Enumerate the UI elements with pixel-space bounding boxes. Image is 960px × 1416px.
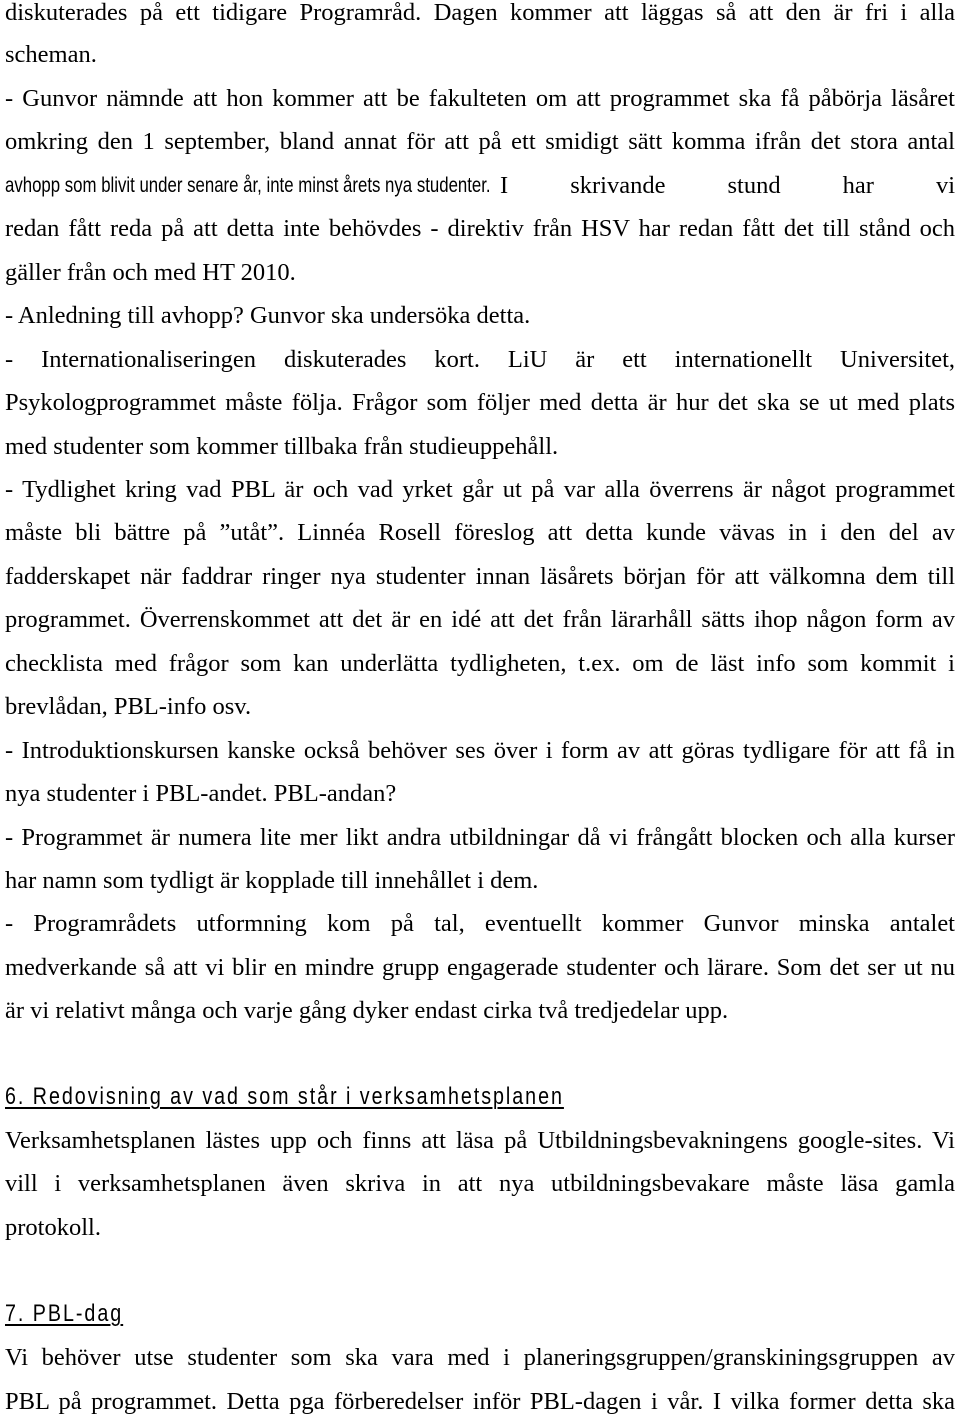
text-line: Psykologprogrammet måste följa. Frågor som följer med detta är hur det ska se ut med plats [5,389,955,416]
text-line-serif-segment: I skrivande stund har vi [500,172,955,199]
text-line: måste bli bättre på ”utåt”. Linnéa Rosell föreslog att detta kunde vävas in i den del av [5,519,955,546]
text-line: - Tydlighet kring vad PBL är och vad yrket går ut på var alla överrens är något programmet [5,476,955,503]
text-line: har namn som tydligt är kopplade till innehållet i dem. [5,867,539,894]
section-heading: 6. Redovisning av vad som står i verksamhetsplanen [5,1083,564,1110]
text-line: - Anledning till avhopp? Gunvor ska undersöka detta. [5,302,531,329]
text-line: omkring den 1 september, bland annat för att på ett smidigt sätt komma ifrån det stora antal [5,128,955,155]
text-line: vill i verksamhetsplanen även skriva in att nya utbildningsbevakare måste läsa gamla [5,1170,955,1197]
text-line: checklista med frågor som kan underlätta tydligheten, t.ex. om de läst info som kommit i [5,650,955,677]
text-line: redan fått reda på att detta inte behövdes - direktiv från HSV har redan fått det till stånd och [5,215,955,242]
text-line: Vi behöver utse studenter som ska vara med i planeringsgruppen/granskiningsgruppen av [5,1344,955,1371]
text-line: Verksamhetsplanen lästes upp och finns att läsa på Utbildningsbevakningens google-sites. Vi [5,1127,955,1154]
text-line-sans-segment: avhopp som blivit under senare år, inte minst årets nya studenter. [5,174,491,197]
text-line: protokoll. [5,1214,101,1241]
text-line: brevlådan, PBL-info osv. [5,693,252,720]
text-line: med studenter som kommer tillbaka från studieuppehåll. [5,433,559,460]
text-line: scheman. [5,41,97,68]
text-line: diskuterades på ett tidigare Programråd. Dagen kommer att läggas så att den är fri i alla [5,0,955,26]
text-line: programmet. Överrenskommet att det är en idé att det från lärarhåll sätts ihop någon form av [5,606,955,633]
text-line: fadderskapet när faddrar ringer nya studenter innan läsårets början för att välkomna dem till [5,563,955,590]
text-line: - Gunvor nämnde att hon kommer att be fakulteten om att programmet ska få påbörja läsåret [5,85,955,112]
text-line: är vi relativt många och varje gång dyker endast cirka två tredjedelar upp. [5,997,729,1024]
text-line: - Internationaliseringen diskuterades kort. LiU är ett internationellt Universitet, [5,346,955,373]
text-line: nya studenter i PBL-andet. PBL-andan? [5,780,397,807]
text-line: - Programmet är numera lite mer likt andra utbildningar då vi frångått blocken och alla kurser [5,824,955,851]
text-line: - Introduktionskursen kanske också behöver ses över i form av att göras tydligare för att få in [5,737,955,764]
text-line: - Programrådets utformning kom på tal, eventuellt kommer Gunvor minska antalet [5,910,955,937]
section-heading: 7. PBL-dag [5,1300,124,1327]
text-line: medverkande så att vi blir en mindre grupp engagerade studenter och lärare. Som det ser ut nu [5,954,955,981]
text-line: PBL på programmet. Detta pga förberedelser inför PBL-dagen i vår. I vilka former detta ska [5,1388,955,1415]
text-line: gäller från och med HT 2010. [5,259,296,286]
